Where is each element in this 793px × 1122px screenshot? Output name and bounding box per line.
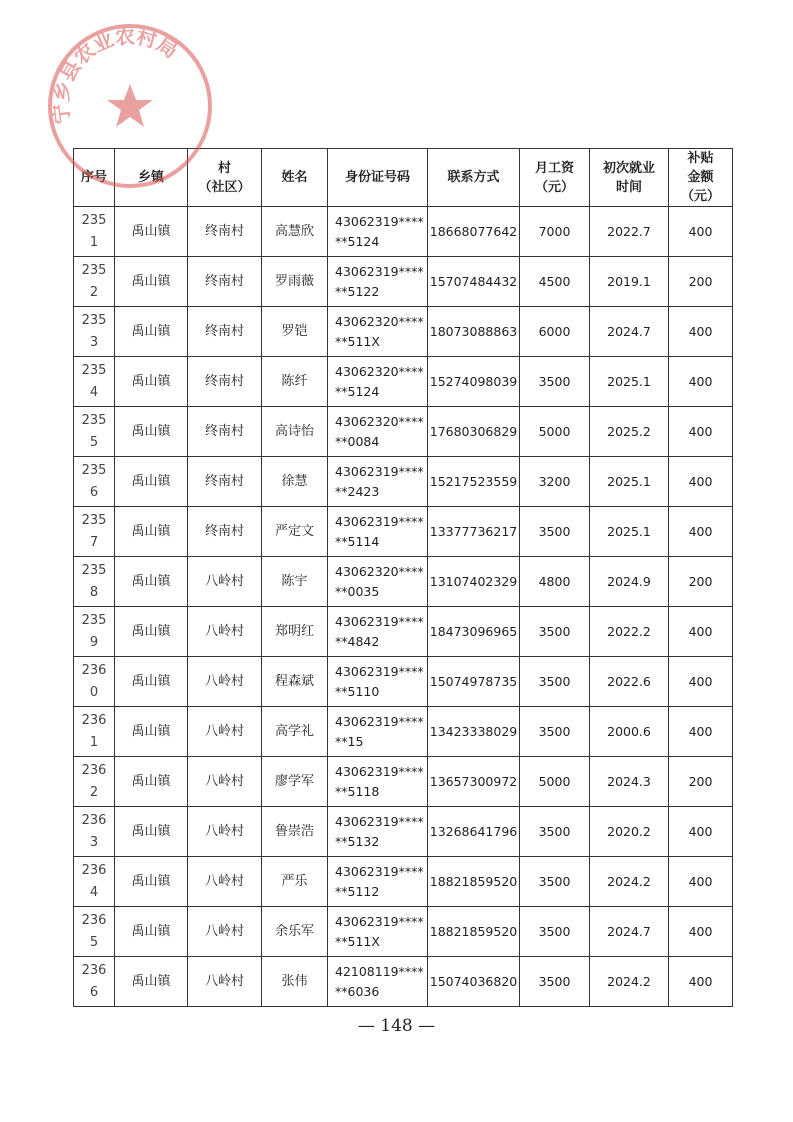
cell-name: 程森斌 xyxy=(262,657,328,707)
cell-village: 八岭村 xyxy=(188,857,262,907)
cell-village: 终南村 xyxy=(188,407,262,457)
cell-village: 八岭村 xyxy=(188,557,262,607)
cell-subsidy: 400 xyxy=(669,507,733,557)
cell-id-number: 43062319**** **4842 xyxy=(328,607,428,657)
cell-seq: 235 8 xyxy=(74,557,115,607)
table-row xyxy=(74,907,733,957)
cell-town: 禹山镇 xyxy=(115,407,188,457)
cell-subsidy: 400 xyxy=(669,457,733,507)
table-row xyxy=(74,657,733,707)
cell-seq: 236 1 xyxy=(74,707,115,757)
cell-seq: 235 9 xyxy=(74,607,115,657)
cell-seq: 236 3 xyxy=(74,807,115,857)
cell-first-job: 2000.6 xyxy=(590,707,669,757)
table-row xyxy=(74,257,733,307)
cell-id-number: 43062319**** **5132 xyxy=(328,807,428,857)
cell-town: 禹山镇 xyxy=(115,857,188,907)
cell-village: 八岭村 xyxy=(188,957,262,1007)
header-first-job: 初次就业 时间 xyxy=(590,149,669,207)
cell-village: 终南村 xyxy=(188,507,262,557)
cell-subsidy: 200 xyxy=(669,557,733,607)
table-row xyxy=(74,507,733,557)
cell-salary: 5000 xyxy=(520,757,590,807)
cell-town: 禹山镇 xyxy=(115,357,188,407)
cell-salary: 3200 xyxy=(520,457,590,507)
cell-subsidy: 200 xyxy=(669,757,733,807)
cell-salary: 7000 xyxy=(520,207,590,257)
cell-salary: 3500 xyxy=(520,807,590,857)
cell-id-number: 43062320**** **0035 xyxy=(328,557,428,607)
header-town: 乡镇 xyxy=(115,149,188,207)
cell-village: 终南村 xyxy=(188,257,262,307)
table-row xyxy=(74,407,733,457)
cell-phone: 18473096965 xyxy=(428,607,520,657)
cell-phone: 13657300972 xyxy=(428,757,520,807)
table-row xyxy=(74,307,733,357)
cell-phone: 13268641796 xyxy=(428,807,520,857)
cell-first-job: 2020.2 xyxy=(590,807,669,857)
cell-village: 八岭村 xyxy=(188,657,262,707)
cell-town: 禹山镇 xyxy=(115,907,188,957)
cell-id-number: 43062319**** **5114 xyxy=(328,507,428,557)
cell-seq: 235 1 xyxy=(74,207,115,257)
table-row xyxy=(74,957,733,1007)
header-village: 村 （社区） xyxy=(188,149,262,207)
cell-first-job: 2022.7 xyxy=(590,207,669,257)
cell-id-number: 43062319**** **511X xyxy=(328,907,428,957)
cell-seq: 235 7 xyxy=(74,507,115,557)
cell-name: 张伟 xyxy=(262,957,328,1007)
cell-name: 徐慧 xyxy=(262,457,328,507)
table-row xyxy=(74,557,733,607)
cell-town: 禹山镇 xyxy=(115,607,188,657)
cell-name: 高学礼 xyxy=(262,707,328,757)
cell-name: 郑明红 xyxy=(262,607,328,657)
header-subsidy: 补贴 金额 （元） xyxy=(669,149,733,207)
cell-subsidy: 400 xyxy=(669,657,733,707)
table-row xyxy=(74,807,733,857)
cell-phone: 18821859520 xyxy=(428,857,520,907)
cell-phone: 18821859520 xyxy=(428,907,520,957)
table-row xyxy=(74,457,733,507)
cell-seq: 235 4 xyxy=(74,357,115,407)
cell-id-number: 43062319**** **5110 xyxy=(328,657,428,707)
cell-salary: 3500 xyxy=(520,957,590,1007)
cell-salary: 3500 xyxy=(520,607,590,657)
cell-subsidy: 400 xyxy=(669,607,733,657)
cell-phone: 17680306829 xyxy=(428,407,520,457)
cell-subsidy: 400 xyxy=(669,857,733,907)
header-salary: 月工资 （元） xyxy=(520,149,590,207)
table-header-row xyxy=(74,149,733,207)
cell-town: 禹山镇 xyxy=(115,207,188,257)
cell-village: 八岭村 xyxy=(188,607,262,657)
cell-phone: 15074978735 xyxy=(428,657,520,707)
cell-salary: 3500 xyxy=(520,857,590,907)
cell-village: 八岭村 xyxy=(188,757,262,807)
cell-id-number: 43062319**** **5124 xyxy=(328,207,428,257)
table-row xyxy=(74,607,733,657)
cell-town: 禹山镇 xyxy=(115,257,188,307)
cell-phone: 13423338029 xyxy=(428,707,520,757)
cell-subsidy: 400 xyxy=(669,407,733,457)
cell-phone: 18668077642 xyxy=(428,207,520,257)
table-row xyxy=(74,857,733,907)
cell-phone: 15707484432 xyxy=(428,257,520,307)
cell-first-job: 2025.1 xyxy=(590,457,669,507)
cell-seq: 235 6 xyxy=(74,457,115,507)
cell-id-number: 43062319**** **5118 xyxy=(328,757,428,807)
cell-name: 陈纤 xyxy=(262,357,328,407)
cell-town: 禹山镇 xyxy=(115,307,188,357)
cell-id-number: 43062320**** **511X xyxy=(328,307,428,357)
cell-seq: 236 4 xyxy=(74,857,115,907)
cell-first-job: 2024.9 xyxy=(590,557,669,607)
cell-town: 禹山镇 xyxy=(115,707,188,757)
cell-first-job: 2025.1 xyxy=(590,357,669,407)
cell-first-job: 2022.2 xyxy=(590,607,669,657)
cell-name: 陈宇 xyxy=(262,557,328,607)
page-number: — 148 — xyxy=(357,1016,436,1036)
cell-town: 禹山镇 xyxy=(115,507,188,557)
cell-village: 八岭村 xyxy=(188,707,262,757)
cell-name: 高慧欣 xyxy=(262,207,328,257)
cell-subsidy: 400 xyxy=(669,807,733,857)
cell-first-job: 2025.1 xyxy=(590,507,669,557)
cell-subsidy: 400 xyxy=(669,707,733,757)
cell-town: 禹山镇 xyxy=(115,457,188,507)
cell-salary: 4800 xyxy=(520,557,590,607)
cell-name: 罗雨薇 xyxy=(262,257,328,307)
cell-village: 终南村 xyxy=(188,457,262,507)
seal-text: 宁乡县农业农村局 xyxy=(48,23,183,126)
cell-name: 高诗怡 xyxy=(262,407,328,457)
cell-phone: 15217523559 xyxy=(428,457,520,507)
cell-name: 严乐 xyxy=(262,857,328,907)
cell-id-number: 43062319**** **2423 xyxy=(328,457,428,507)
cell-town: 禹山镇 xyxy=(115,757,188,807)
cell-id-number: 43062320**** **5124 xyxy=(328,357,428,407)
cell-subsidy: 400 xyxy=(669,207,733,257)
cell-town: 禹山镇 xyxy=(115,957,188,1007)
cell-name: 鲁崇浩 xyxy=(262,807,328,857)
cell-id-number: 43062320**** **0084 xyxy=(328,407,428,457)
cell-village: 终南村 xyxy=(188,307,262,357)
cell-subsidy: 400 xyxy=(669,307,733,357)
cell-seq: 236 2 xyxy=(74,757,115,807)
cell-first-job: 2025.2 xyxy=(590,407,669,457)
cell-phone: 13107402329 xyxy=(428,557,520,607)
cell-first-job: 2022.6 xyxy=(590,657,669,707)
subsidy-table xyxy=(73,148,733,1007)
cell-subsidy: 400 xyxy=(669,907,733,957)
table-row xyxy=(74,757,733,807)
cell-name: 严定文 xyxy=(262,507,328,557)
cell-name: 罗铠 xyxy=(262,307,328,357)
cell-seq: 235 5 xyxy=(74,407,115,457)
cell-salary: 3500 xyxy=(520,657,590,707)
cell-first-job: 2024.7 xyxy=(590,907,669,957)
cell-salary: 3500 xyxy=(520,907,590,957)
cell-town: 禹山镇 xyxy=(115,657,188,707)
cell-town: 禹山镇 xyxy=(115,807,188,857)
cell-salary: 3500 xyxy=(520,357,590,407)
cell-seq: 235 3 xyxy=(74,307,115,357)
cell-seq: 236 6 xyxy=(74,957,115,1007)
cell-salary: 5000 xyxy=(520,407,590,457)
cell-salary: 4500 xyxy=(520,257,590,307)
cell-subsidy: 200 xyxy=(669,257,733,307)
header-phone: 联系方式 xyxy=(428,149,520,207)
cell-id-number: 42108119**** **6036 xyxy=(328,957,428,1007)
cell-name: 廖学军 xyxy=(262,757,328,807)
header-id: 身份证号码 xyxy=(328,149,428,207)
cell-phone: 18073088863 xyxy=(428,307,520,357)
seal-star-icon xyxy=(107,84,153,127)
cell-salary: 3500 xyxy=(520,707,590,757)
cell-village: 八岭村 xyxy=(188,807,262,857)
cell-phone: 13377736217 xyxy=(428,507,520,557)
cell-village: 终南村 xyxy=(188,207,262,257)
cell-first-job: 2024.3 xyxy=(590,757,669,807)
cell-seq: 236 0 xyxy=(74,657,115,707)
table-row xyxy=(74,357,733,407)
cell-village: 八岭村 xyxy=(188,907,262,957)
cell-subsidy: 400 xyxy=(669,957,733,1007)
svg-text:宁乡县农业农村局 xyxy=(48,24,182,125)
cell-subsidy: 400 xyxy=(669,357,733,407)
cell-id-number: 43062319**** **5122 xyxy=(328,257,428,307)
cell-seq: 235 2 xyxy=(74,257,115,307)
cell-seq: 236 5 xyxy=(74,907,115,957)
cell-phone: 15274098039 xyxy=(428,357,520,407)
cell-first-job: 2019.1 xyxy=(590,257,669,307)
cell-first-job: 2024.2 xyxy=(590,857,669,907)
cell-town: 禹山镇 xyxy=(115,557,188,607)
header-seq: 序号 xyxy=(74,149,115,207)
cell-name: 余乐军 xyxy=(262,907,328,957)
table-row xyxy=(74,707,733,757)
cell-salary: 6000 xyxy=(520,307,590,357)
cell-phone: 15074036820 xyxy=(428,957,520,1007)
cell-first-job: 2024.7 xyxy=(590,307,669,357)
header-name: 姓名 xyxy=(262,149,328,207)
cell-first-job: 2024.2 xyxy=(590,957,669,1007)
cell-id-number: 43062319**** **5112 xyxy=(328,857,428,907)
table-row xyxy=(74,207,733,257)
cell-salary: 3500 xyxy=(520,507,590,557)
cell-id-number: 43062319**** **15 xyxy=(328,707,428,757)
cell-village: 终南村 xyxy=(188,357,262,407)
